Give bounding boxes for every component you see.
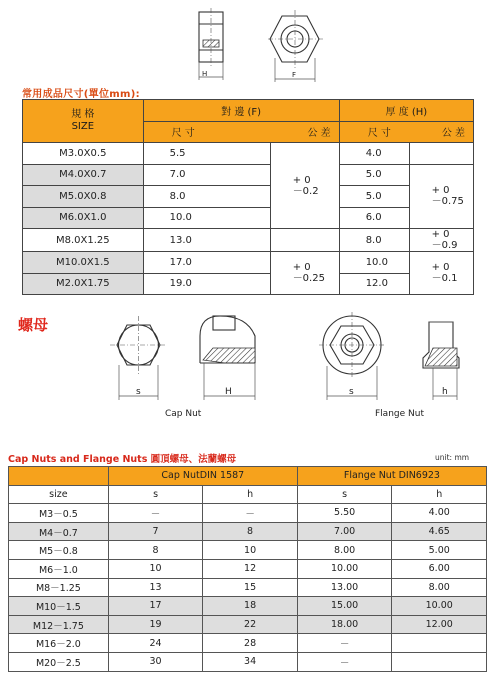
cap-nut-drawing: [105, 308, 275, 398]
cap-h-label: H: [225, 387, 232, 397]
unit-label: unit: mm: [435, 453, 470, 462]
table-row: M3.0X0.5 5.5 + 0 －0.2 4.0: [23, 143, 474, 165]
size-col-header: size: [9, 485, 109, 504]
table-row: M8.0X1.25 13.0 8.0 + 0 －0.9: [23, 229, 474, 252]
table2-title: Cap Nuts and Flange Nuts 圓頂螺母、法蘭螺母: [8, 454, 237, 465]
nuts-section-title: 螺母: [18, 316, 49, 334]
table-row: M10.0X1.5 17.0 + 0 －0.25 10.0 + 0 －0.1: [23, 252, 474, 274]
table-row: M20－2.5 30 34 －: [9, 652, 487, 671]
table-row: M5.0X0.8 8.0 5.0: [23, 186, 474, 208]
f-tolerance-2: + 0 －0.25: [270, 252, 339, 295]
flange-nut-drawing: [315, 308, 495, 398]
f-subheader: 尺 寸 公 差: [143, 121, 339, 143]
table-row: M6－1.0 10 12 10.00 6.00: [9, 559, 487, 578]
table-row: M5－0.8 8 10 8.00 5.00: [9, 541, 487, 560]
f-dimension-label: F: [292, 71, 297, 79]
h-group-header: 厚 度 (H): [339, 100, 473, 122]
cap-nut-label: Cap Nut: [165, 409, 202, 419]
table1-title: 常用成品尺寸(單位mm):: [22, 89, 140, 100]
table-row: M10－1.5 17 18 15.00 10.00: [9, 597, 487, 616]
size-header: 規 格 SIZE: [23, 100, 144, 143]
table-row: M16－2.0 24 28 －: [9, 634, 487, 653]
flange-nut-label: Flange Nut: [375, 409, 424, 419]
h-tolerance-3: + 0 －0.1: [409, 252, 473, 295]
cap-nut-group-header: Cap NutDIN 1587: [108, 467, 297, 486]
h-tolerance-2: + 0 －0.9: [409, 229, 473, 252]
common-sizes-table: [22, 99, 474, 295]
hex-nut-drawing: [0, 0, 495, 85]
table-row: M12－1.75 19 22 18.00 12.00: [9, 615, 487, 634]
f-tolerance-1: + 0 －0.2: [270, 143, 339, 229]
table-row: M6.0X1.0 10.0 6.0: [23, 207, 474, 229]
cap-s-label: s: [136, 387, 141, 397]
h-subheader: 尺 寸 公 差: [339, 121, 473, 143]
table-row: M4－0.7 7 8 7.00 4.65: [9, 522, 487, 541]
h-tolerance-1: + 0 －0.75: [409, 164, 473, 229]
cap-flange-table: Cap NutDIN 1587 Flange Nut DIN6923 size s h s h M3－0.5 － － 5.50 4.00 M4－0.7 7 8 7.00 4.65 M5－0.8 8 10 8.00 5.00 M6－1.0 10 12 10.00 6.00 M8－1.25 13 15 13.00 8.00 M10－1.5 17 18 15.00 10.00 M12－1.75 19 22 18.00 12.00 M16－2.0 24 28 － M20－2.5 30 34 －: [8, 466, 487, 672]
flange-nut-group-header: Flange Nut DIN6923: [297, 467, 486, 486]
h-dimension-label: H: [202, 70, 208, 78]
flange-s-label: s: [349, 387, 354, 397]
flange-h-label: h: [442, 387, 448, 397]
table-row: M2.0X1.75 19.0 12.0: [23, 273, 474, 295]
table-row: M4.0X0.7 7.0 5.0 + 0 －0.75: [23, 164, 474, 186]
table-row: M3－0.5 － － 5.50 4.00: [9, 504, 487, 523]
table-row: M8－1.25 13 15 13.00 8.00: [9, 578, 487, 597]
f-group-header: 對 邊 (F): [143, 100, 339, 122]
